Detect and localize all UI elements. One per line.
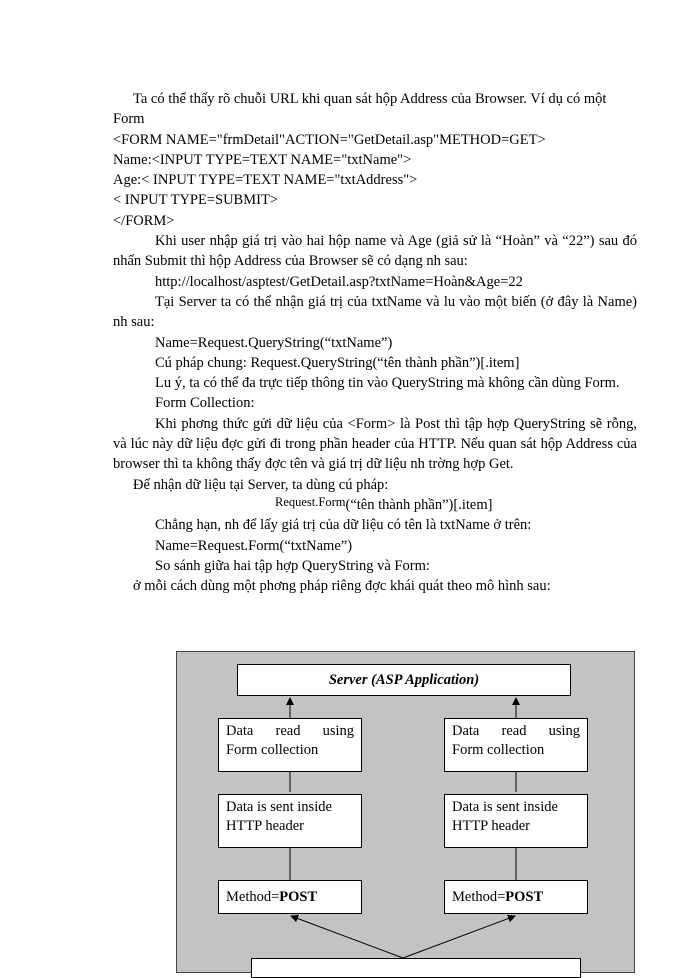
post-method-diagram xyxy=(176,651,635,973)
body-text xyxy=(113,89,637,596)
code-form-example: Name=Request.Form(“txtName”) xyxy=(155,537,353,554)
syntax-form-rest: (“tên thành phần”)[.item] xyxy=(345,496,493,513)
left-sent-box xyxy=(218,794,362,848)
left-method-label: Method= xyxy=(226,889,280,905)
right-sent-line2: HTTP header xyxy=(452,818,530,834)
left-method-value: POST xyxy=(279,889,318,905)
code-age-input: Age:< INPUT TYPE=TEXT NAME="txtAddress"> xyxy=(113,172,418,189)
example-url: http://localhost/asptest/GetDetail.asp?txtName=Hoàn&Age=22 xyxy=(155,273,523,290)
right-method-box xyxy=(444,880,588,914)
left-read-box xyxy=(218,718,362,772)
paragraph-user-input: Khi user nhập giá trị vào hai hộp name và Age (giả sử là “Hoàn” và “22”) sau đó nhấn Submit thì hộp Address của Browser sẽ có dạng nh sau: xyxy=(113,233,637,270)
syntax-form-prefix: Request.Form xyxy=(275,494,346,509)
left-read-line2: Form collection xyxy=(226,742,319,758)
server-box: Server (ASP Application) xyxy=(237,664,571,696)
paragraph-compare: So sánh giữa hai tập hợp QueryString và Form: xyxy=(155,557,430,574)
paragraph-receive-syntax: Để nhận dữ liệu tại Server, ta dùng cú pháp: xyxy=(133,476,389,493)
paragraph-server-receive: Tại Server ta có thể nhận giá trị của txtName và lu vào một biến (ở đây là Name) nh sau: xyxy=(113,293,637,331)
left-method-box xyxy=(218,880,362,914)
right-read-line1: Data read using xyxy=(452,723,580,739)
left-read-line1: Data read using xyxy=(226,723,354,739)
right-read-box xyxy=(444,718,588,772)
arrow-client-to-left xyxy=(291,916,403,958)
left-sent-line1: Data is sent inside xyxy=(226,799,332,815)
code-form-open: <FORM NAME="frmDetail"ACTION="GetDetail.asp"METHOD=GET> xyxy=(113,131,546,148)
syntax-form xyxy=(113,495,637,515)
arrow-client-to-right xyxy=(403,916,515,958)
code-submit-input: < INPUT TYPE=SUBMIT> xyxy=(113,192,278,209)
paragraph-intro: Ta có thể thấy rõ chuỗi URL khi quan sát hộp Address của Browser. Ví dụ có một Form xyxy=(113,91,607,128)
syntax-querystring: Cú pháp chung: Request.QueryString(“tên thành phần”)[.item] xyxy=(155,354,520,371)
right-sent-line1: Data is sent inside xyxy=(452,799,558,815)
code-form-close: </FORM> xyxy=(113,212,175,229)
code-querystring-example: Name=Request.QueryString(“txtName”) xyxy=(155,334,393,351)
paragraph-example: Chẳng hạn, nh để lấy giá trị của dữ liệu có tên là txtName ở trên: xyxy=(155,517,532,534)
paragraph-note: Lu ý, ta có thể đa trực tiếp thông tin vào QueryString mà không cần dùng Form. xyxy=(155,375,620,392)
section-heading-form-collection: Form Collection: xyxy=(155,395,255,412)
client-box xyxy=(251,958,581,978)
code-name-input: Name:<INPUT TYPE=TEXT NAME="txtName"> xyxy=(113,151,412,168)
paragraph-post-method: Khi phơng thức gửi dữ liệu của <Form> là Post thì tập hợp QueryString sẽ rỗng, và lúc này dữ liệu đợc gửi đi trong phần header của HTTP. Nếu quan sát hộp Address của browser thì ta không thấy đợc tên và giá trị dữ liệu nh trờng hợp Get. xyxy=(113,415,637,473)
right-read-line2: Form collection xyxy=(452,742,545,758)
right-method-label: Method= xyxy=(452,889,506,905)
paragraph-model-intro: ở mỗi cách dùng một phơng pháp riêng đợc khái quát theo mô hình sau: xyxy=(133,578,551,595)
right-sent-box xyxy=(444,794,588,848)
left-sent-line2: HTTP header xyxy=(226,818,304,834)
right-method-value: POST xyxy=(505,889,544,905)
